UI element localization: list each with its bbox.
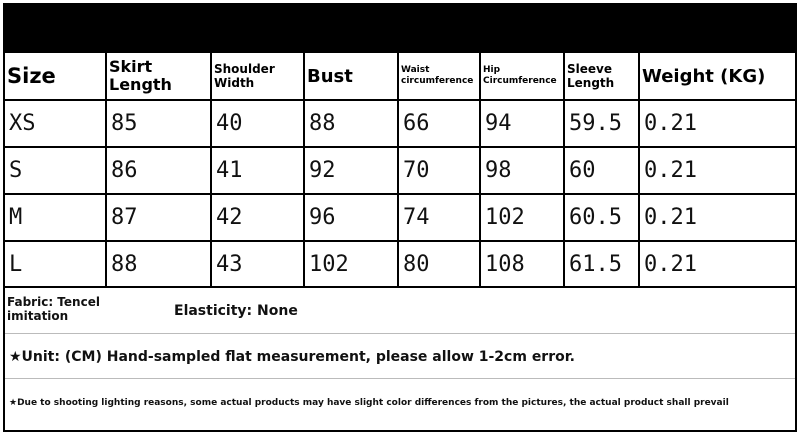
cell-hip: 98 [485,158,512,183]
table-row [5,195,795,240]
cell-hip: 108 [485,252,525,277]
cell-waist: 70 [403,158,430,183]
size-chart [3,3,797,432]
cell-waist: 74 [403,205,430,230]
cell-hip: 94 [485,111,512,136]
cell-size: XS [9,111,36,136]
cell-bust: 102 [309,252,349,277]
cell-size: L [9,252,23,277]
fabric-note: Fabric: Tencel imitation [7,295,100,323]
header-weight: Weight (KG) [642,65,766,87]
cell-shoulder-width: 40 [216,111,243,136]
cell-weight: 0.21 [644,252,697,277]
header-shoulder-width: Shoulder Width [214,62,275,90]
cell-weight: 0.21 [644,111,697,136]
cell-sleeve-length: 60.5 [569,205,622,230]
table-row [5,242,795,286]
cell-skirt-length: 85 [111,111,138,136]
cell-size: S [9,158,23,183]
cell-skirt-length: 88 [111,252,138,277]
header-size: Size [7,64,56,88]
cell-bust: 88 [309,111,336,136]
cell-shoulder-width: 42 [216,205,243,230]
cell-shoulder-width: 43 [216,252,243,277]
cell-sleeve-length: 61.5 [569,252,622,277]
header-waist: Waist circumference [401,65,474,86]
color-note: ★Due to shooting lighting reasons, some actual products may have slight color differences from the pictures, the actual product shall prevail [9,398,729,408]
cell-waist: 66 [403,111,430,136]
cell-skirt-length: 86 [111,158,138,183]
cell-sleeve-length: 59.5 [569,111,622,136]
cell-shoulder-width: 41 [216,158,243,183]
cell-size: M [9,205,23,230]
cell-hip: 102 [485,205,525,230]
header-sleeve-length: Sleeve Length [567,62,615,90]
cell-bust: 92 [309,158,336,183]
header-bar [5,5,795,53]
cell-skirt-length: 87 [111,205,138,230]
elasticity-note: Elasticity: None [174,303,298,319]
cell-waist: 80 [403,252,430,277]
unit-note: ★Unit: (CM) Hand-sampled flat measurement, please allow 1-2cm error. [9,349,575,365]
cell-sleeve-length: 60 [569,158,596,183]
header-hip: Hip Circumference [483,65,557,86]
cell-weight: 0.21 [644,158,697,183]
table-row [5,148,795,193]
cell-weight: 0.21 [644,205,697,230]
cell-bust: 96 [309,205,336,230]
header-bust: Bust [307,65,353,87]
table-row [5,101,795,146]
header-skirt-length: Skirt Length [109,57,172,94]
